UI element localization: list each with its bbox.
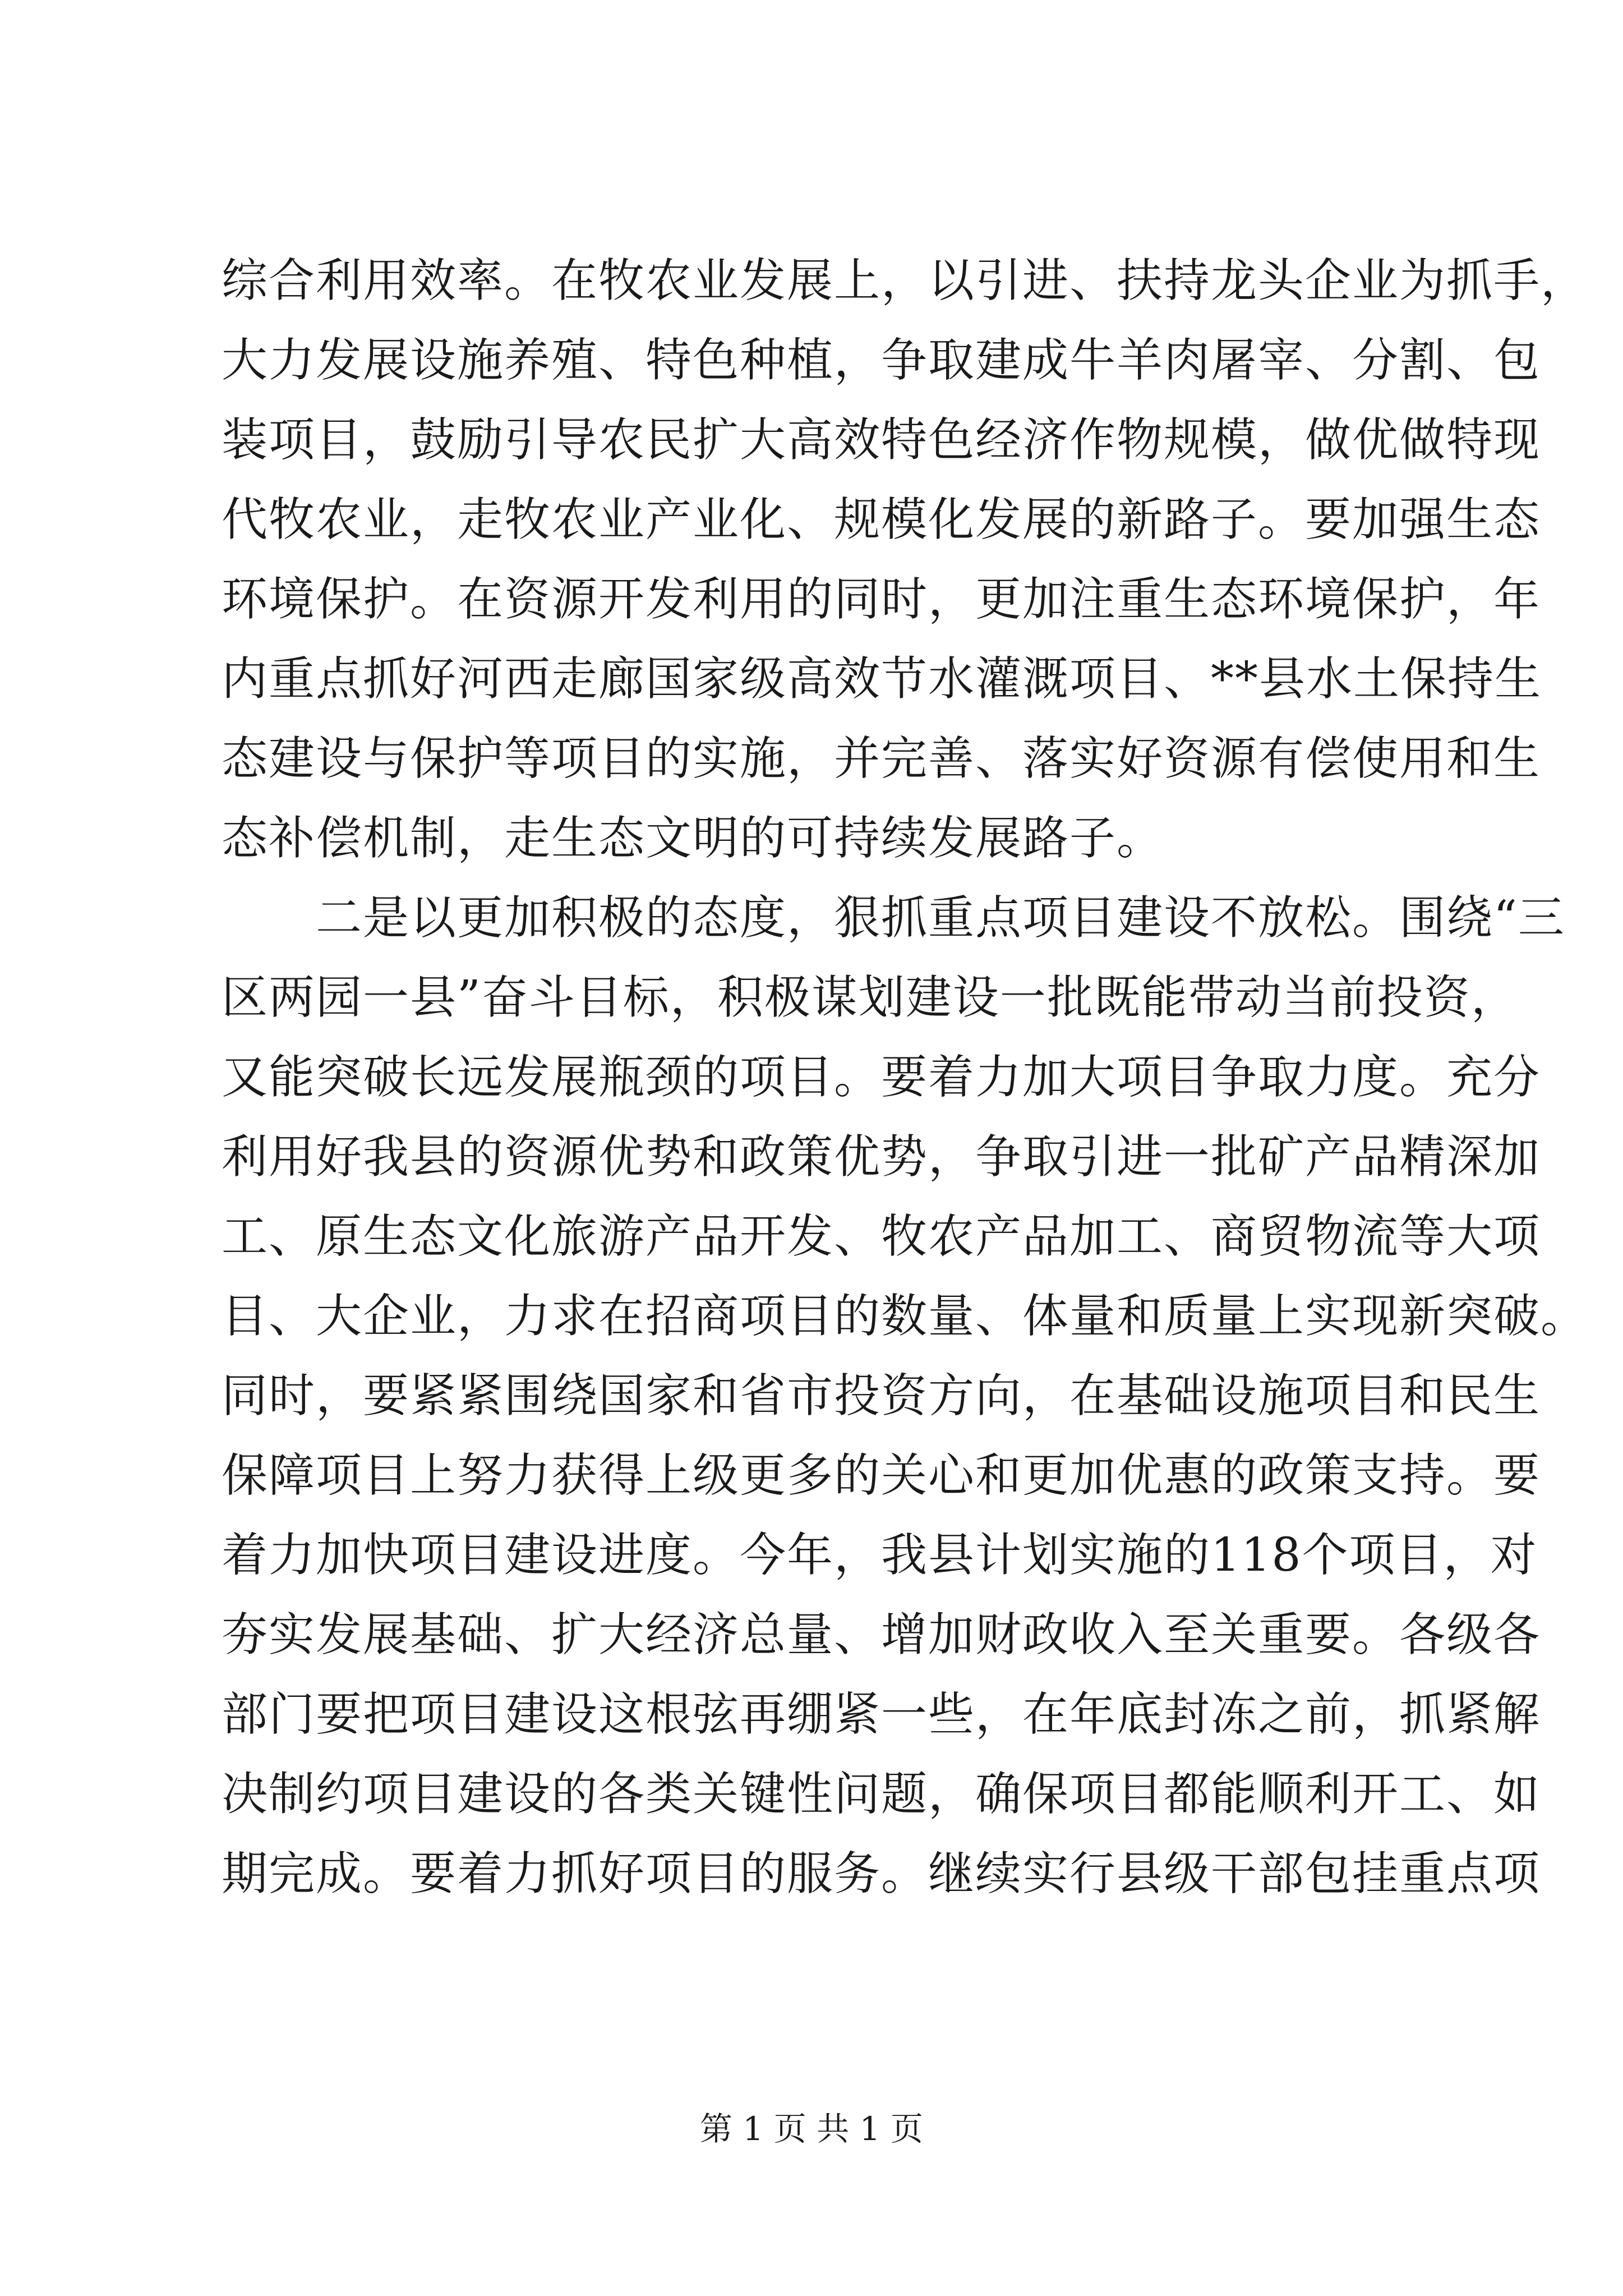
text-line: 夯实发展基础、扩大经济总量、增加财政收入至关重要。各级各 xyxy=(222,1608,1541,1662)
text-line: 又能突破长远发展瓶颈的项目。要着力加大项目争取力度。充分 xyxy=(222,1051,1541,1104)
paragraph-2 xyxy=(222,878,1588,1914)
page-number-label: 第 1 页 共 1 页 xyxy=(700,2110,923,2148)
text-line: 态补偿机制，走生态文明的可持续发展路子。 xyxy=(222,812,1164,865)
text-line: 利用好我县的资源优势和政策优势，争取引进一批矿产品精深加 xyxy=(222,1130,1541,1184)
body-text xyxy=(222,241,1588,1914)
text-line: 决制约项目建设的各类关键性问题，确保项目都能顺利开工、如 xyxy=(222,1768,1541,1821)
text-line: 保障项目上努力获得上级更多的关心和更加优惠的政策支持。要 xyxy=(222,1449,1541,1502)
text-line: 工、原生态文化旅游产品开发、牧农产品加工、商贸物流等大项 xyxy=(222,1210,1541,1263)
text-line: 环境保护。在资源开发利用的同时，更加注重生态环境保护，年 xyxy=(222,573,1541,626)
text-line: 同时，要紧紧围绕国家和省市投资方向，在基础设施项目和民生 xyxy=(222,1369,1541,1423)
text-line: 部门要把项目建设这根弦再绷紧一些，在年底封冻之前，抓紧解 xyxy=(222,1688,1541,1741)
paragraph-1 xyxy=(222,241,1588,878)
text-line: 期完成。要着力抓好项目的服务。继续实行县级干部包挂重点项 xyxy=(222,1847,1541,1901)
text-line: 综合利用效率。在牧农业发展上，以引进、扶持龙头企业为抓手， xyxy=(222,254,1588,307)
text-line: 二是以更加积极的态度，狠抓重点项目建设不放松。围绕“三 xyxy=(316,891,1565,945)
page-footer xyxy=(0,2109,1623,2148)
text-line: 装项目，鼓励引导农民扩大高效特色经济作物规模，做优做特现 xyxy=(222,413,1541,467)
text-line: 大力发展设施养殖、特色种植，争取建成牛羊肉屠宰、分割、包 xyxy=(222,334,1541,387)
text-line: 代牧农业，走牧农业产业化、规模化发展的新路子。要加强生态 xyxy=(222,493,1541,546)
text-line: 目、大企业，力求在招商项目的数量、体量和质量上实现新突破。 xyxy=(222,1290,1588,1343)
text-line: 态建设与保护等项目的实施，并完善、落实好资源有偿使用和生 xyxy=(222,732,1541,785)
text-line: 区两园一县”奋斗目标，积极谋划建设一批既能带动当前投资， xyxy=(222,971,1518,1024)
text-line: 内重点抓好河西走廊国家级高效节水灌溉项目、**县水土保持生 xyxy=(222,652,1542,706)
text-line: 着力加快项目建设进度。今年，我县计划实施的118个项目，对 xyxy=(222,1529,1538,1582)
